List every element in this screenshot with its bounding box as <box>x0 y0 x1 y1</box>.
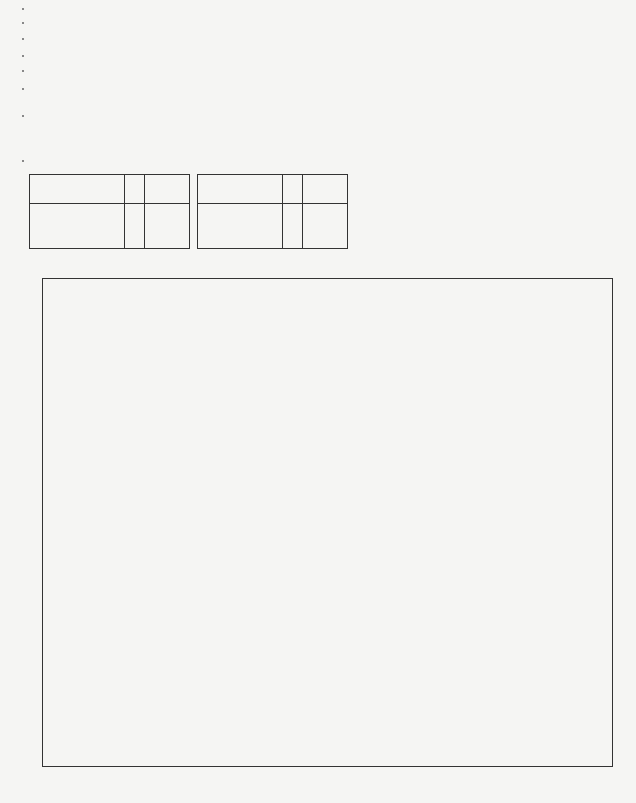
samples-means-header <box>303 175 348 204</box>
negative-samples-nb <box>283 204 303 249</box>
controls-table <box>29 174 190 249</box>
plate-grid <box>42 278 613 767</box>
negative-samples-label <box>198 204 283 249</box>
samples-header <box>198 175 283 204</box>
samples-nb-header <box>283 175 303 204</box>
controls-nb-header <box>125 175 145 204</box>
controls-means-header <box>145 175 190 204</box>
samples-table <box>197 174 348 249</box>
negative-samples-mean <box>303 204 348 249</box>
controls-header <box>30 175 125 204</box>
